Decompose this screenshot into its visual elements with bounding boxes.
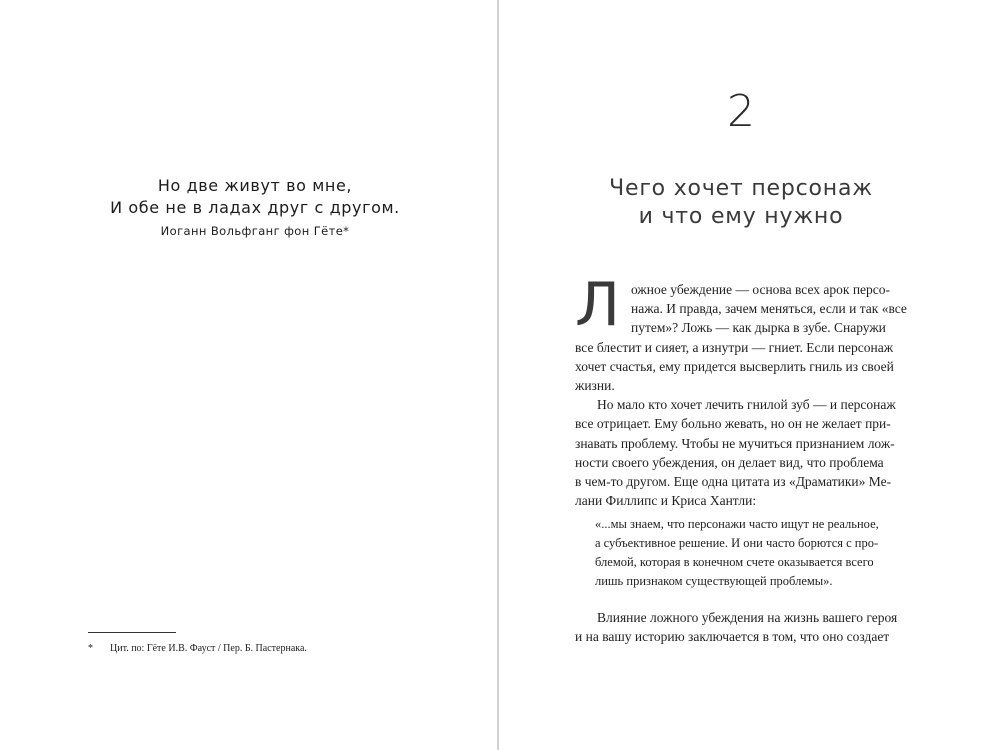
footnote xyxy=(88,643,428,654)
epigraph xyxy=(60,175,450,239)
chapter-title xyxy=(499,175,983,231)
epigraph-line: Но две живут во мне, xyxy=(157,176,353,195)
right-page xyxy=(499,0,1000,750)
quote-line: лишь признаком существующей проблемы». xyxy=(595,574,833,588)
paragraph-line: Влияние ложного убеждения на жизнь вашего героя xyxy=(597,610,898,625)
body-paragraphs xyxy=(575,280,910,510)
paragraph-line: лани Филлипс и Криса Хантли: xyxy=(575,493,757,509)
chapter-number: 2 xyxy=(727,86,755,137)
chapter-title-line: Чего хочет персонаж xyxy=(609,176,873,201)
paragraph-line: знавать проблему. Чтобы не мучиться признанием лож- xyxy=(575,435,895,451)
paragraph-line: ожное убеждение — основа всех арок персо- xyxy=(631,282,891,297)
paragraph-line: жизни. xyxy=(575,378,615,394)
drop-cap: Л xyxy=(575,270,621,340)
epigraph-author: Иоганн Вольфганг фон Гёте* xyxy=(160,224,350,238)
paragraph-line: путем»? Ложь — как дырка в зубе. Снаружи xyxy=(631,320,886,336)
quote-line: «...мы знаем, что персонажи часто ищут не реальное, xyxy=(595,517,879,531)
body-paragraph-continued xyxy=(575,608,910,646)
footnote-text: Цит. по: Гёте И.В. Фауст / Пер. Б. Пастернака. xyxy=(110,643,307,654)
left-page xyxy=(0,0,497,750)
paragraph-line: и на вашу историю заключается в том, что оно создает xyxy=(575,629,890,645)
paragraph-line: в чем-то другом. Еще одна цитата из «Драматики» Ме- xyxy=(575,474,892,490)
paragraph-line: хочет счастья, ему придется высверлить гниль из своей xyxy=(575,358,894,374)
chapter-title-line: и что ему нужно xyxy=(638,204,844,229)
footnote-mark: * xyxy=(88,643,93,654)
epigraph-line: И обе не в ладах друг с другом. xyxy=(110,198,400,217)
footnote-divider xyxy=(88,632,176,633)
paragraph-line: нажа. И правда, зачем меняться, если и так «все xyxy=(631,301,907,317)
paragraph-line: все отрицает. Ему больно жевать, но он не желает при- xyxy=(575,416,891,432)
quote-line: а субъективное решение. И они часто борются с про- xyxy=(595,536,879,550)
block-quote xyxy=(595,515,915,591)
quote-line: блемой, которая в конечном счете оказывается всего xyxy=(595,555,874,569)
paragraph-line: все блестит и сияет, а изнутри — гниет. Если персонаж xyxy=(575,339,894,355)
paragraph-line: ности своего убеждения, он делает вид, что проблема xyxy=(575,454,884,470)
paragraph-line: Но мало кто хочет лечить гнилой зуб — и персонаж xyxy=(597,397,896,413)
